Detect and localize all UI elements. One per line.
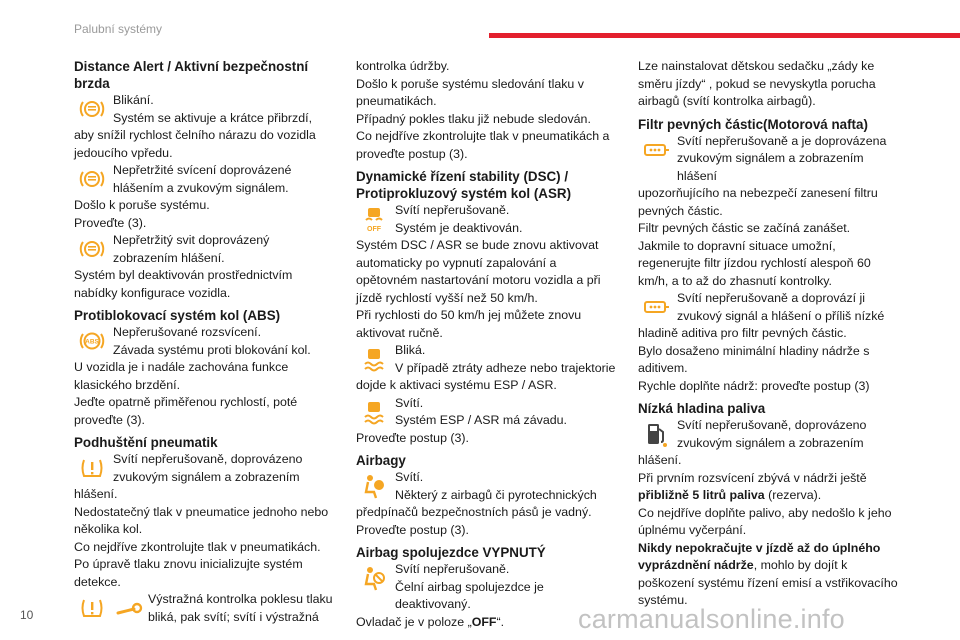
dsc-off-label: OFF — [367, 226, 381, 233]
low-fuel-warning: Svítí nepřerušovaně, doprovázeno zvukovým signálem a zobrazením — [638, 417, 900, 452]
passenger-airbag-off-icon — [356, 563, 392, 593]
filter-clogging: Svítí nepřerušovaně a je doprovázena zvukovým signálem a zobrazením hlášení — [638, 133, 900, 186]
particle-filter-icon — [638, 135, 674, 165]
heading-distance-alert: Distance Alert / Aktivní bezpečnostní brzda — [74, 59, 309, 91]
dsc-fault: Svítí. Systém ESP / ASR má závadu. — [356, 395, 618, 430]
abs-icon — [74, 326, 110, 356]
heading-dsc-asr: Dynamické řízení stability (DSC) / Protiprokluzový systém kol (ASR) — [356, 169, 572, 201]
heading-particle-filter: Filtr pevných částic(Motorová nafta) — [638, 116, 868, 132]
dsc-deactivated: OFF Svítí nepřerušovaně. Systém je deaktivován. — [356, 202, 618, 237]
active-safety-brake-icon — [74, 164, 110, 194]
abs-warning: ABS Nepřerušované rozsvícení. Závada systému proti blokování kol. — [74, 324, 336, 359]
column-3: Lze nainstalovat dětskou sedačku „zády ke směru jízdy“ , pokud se nevyskytla porucha airbagů (svítí kontrolka airbagů). Filtr pevných částic(Motorová nafta) Svítí nepřerušovaně a je doprovázena zvukovým signálem a zobrazením hlášení upozorňujícího na nebezpečí zanesení filtru pevných částic. Filtr pevných částic se začíná zanášet. Jakmile to dopravní situace umožní, regenerujte filtr jízdou rychlostí alespoň 60 km/h, a to až do zhasnutí kontrolky. Svítí nepřerušovaně a doprovází ji zvukový signál a hlášení o příliš nízké hladině aditiva pro filtr pevných částic. Bylo dosaženo minimální hladiny nádrže s aditivem. Rychle doplňte nádrž: proveďte postup (3) Nízká hladina paliva Svítí nepřerušovaně, doprovázeno zvukovým signálem a zobrazením hlášení. Při prvním rozsvícení zbývá v nádrži ještě přibližně 5 litrů paliva (rezerva). Co nejdříve doplňte palivo, aby nedošlo k jeho úplnému vyčerpání. Nikdy nepokračujte v jízdě až do úplného vyprázdnění nádrže, mohlo by dojít k poškození systému řízení emisí a vstřikovacího systému. — [638, 58, 900, 610]
tyre-detection-fault: Výstražná kontrolka poklesu tlaku bliká, pak svítí; svítí i výstražná — [74, 591, 336, 626]
distance-alert-blinking: Blikání. Systém se aktivuje a krátce přibrzdí, — [74, 92, 336, 127]
fuel-pump-icon — [638, 419, 674, 449]
watermark: carmanualsonline.info — [578, 604, 845, 634]
dsc-off-icon — [356, 204, 392, 234]
dsc-icon — [356, 397, 392, 427]
airbag-fault: Svítí. Některý z airbagů či pyrotechnických — [356, 469, 618, 504]
filter-additive-low: Svítí nepřerušovaně a doprovází ji zvukový signál a hlášení o příliš nízké — [638, 290, 900, 325]
dsc-icon — [356, 344, 392, 374]
heading-passenger-airbag: Airbag spolujezdce VYPNUTÝ — [356, 545, 546, 560]
service-wrench-icon — [114, 595, 144, 623]
dsc-blinking: Bliká. V případě ztráty adheze nebo trajektorie — [356, 342, 618, 377]
airbag-icon — [356, 471, 392, 501]
column-2: kontrolka údržby. Došlo k poruše systému sledování tlaku v pneumatikách. Případný pokles tlaku již nebude sledován. Co nejdříve zkontrolujte tlak v pneumatikách a proveďte postup (3). Dynamické řízení stability (DSC) / Protiprokluzový systém kol (ASR) OFF Svítí nepřerušovaně. Systém je deaktivován. Systém DSC / ASR se bude znovu aktivovat automaticky po vypnutí zapalování a opětovném nastartování motoru vozidla a při jízdě rychlostí vyšší než 50 km/h. Při rychlosti do 50 km/h jej můžete znovu aktivovat ručně. Bliká. V případě ztráty adheze nebo trajektorie dojde k aktivaci systému ESP / ASR. Svítí. Systém ESP / ASR má závadu. Proveďte postup (3). Airbagy Svítí. Některý z airbagů či pyrotechnických předpínačů bezpečnostních pásů je vadný. Proveďte postup (3). Airbag spolujezdce VYPNUTÝ Svítí nepřerušovaně. Čelní airbag spolujezdce je deaktivovaný. Ovladač je v poloze „OFF“. — [356, 58, 618, 631]
passenger-airbag-off: Svítí nepřerušovaně. Čelní airbag spolujezdce je deaktivovaný. — [356, 561, 618, 614]
heading-airbags: Airbagy — [356, 453, 406, 468]
active-safety-brake-icon — [74, 94, 110, 124]
svg-text:ABS: ABS — [85, 338, 99, 346]
distance-alert-fault: Nepřetržité svícení doprovázené hlášením a zvukovým signálem. — [74, 162, 336, 197]
column-1: Distance Alert / Aktivní bezpečnostní brzda Blikání. Systém se aktivuje a krátce přibrzdí, aby snížil rychlost čelního nárazu do vozidla jedoucího vpředu. Nepřetržité svícení doprovázené hlášením a zvukovým signálem. Došlo k poruše systému. Proveďte (3). Nepřetržitý svit doprovázený zobrazením hlášení. Systém byl deaktivován prostřednictvím nabídky konfigurace vozidla. Protiblokovací systém kol (ABS) ABS Nepřerušované rozsvícení. Závada systému proti blokování kol. U vozidla je i nadále zachována funkce klasického brzdění. Jeďte opatrně přiměřenou rychlostí, poté proveďte (3). Podhuštění pneumatik Svítí nepřerušovaně, doprovázeno zvukovým signálem a zobrazením hlášení. Nedostatečný tlak v pneumatice jednoho nebo několika kol. Co nejdříve zkontrolujte tlak v pneumatikách. Po úpravě tlaku znovu inicializujte systém detekce. Výstražná kontrolka poklesu tlaku bliká, pak svítí; svítí i výstražná — [74, 58, 336, 626]
particle-filter-icon — [638, 292, 674, 322]
header-accent-bar — [489, 33, 960, 38]
heading-abs: Protiblokovací systém kol (ABS) — [74, 308, 281, 323]
active-safety-brake-icon — [74, 234, 110, 264]
heading-low-fuel: Nízká hladina paliva — [638, 401, 766, 416]
tyre-underinflation: Svítí nepřerušovaně, doprovázeno zvukovým signálem a zobrazením — [74, 451, 336, 486]
heading-tyre-pressure: Podhuštění pneumatik — [74, 435, 218, 450]
page-header-title: Palubní systémy — [74, 22, 163, 36]
distance-alert-deactivated: Nepřetržitý svit doprovázený zobrazením hlášení. — [74, 232, 336, 267]
page-number: 10 — [20, 608, 34, 622]
tyre-pressure-icon — [74, 593, 110, 623]
tyre-pressure-icon — [74, 453, 110, 483]
